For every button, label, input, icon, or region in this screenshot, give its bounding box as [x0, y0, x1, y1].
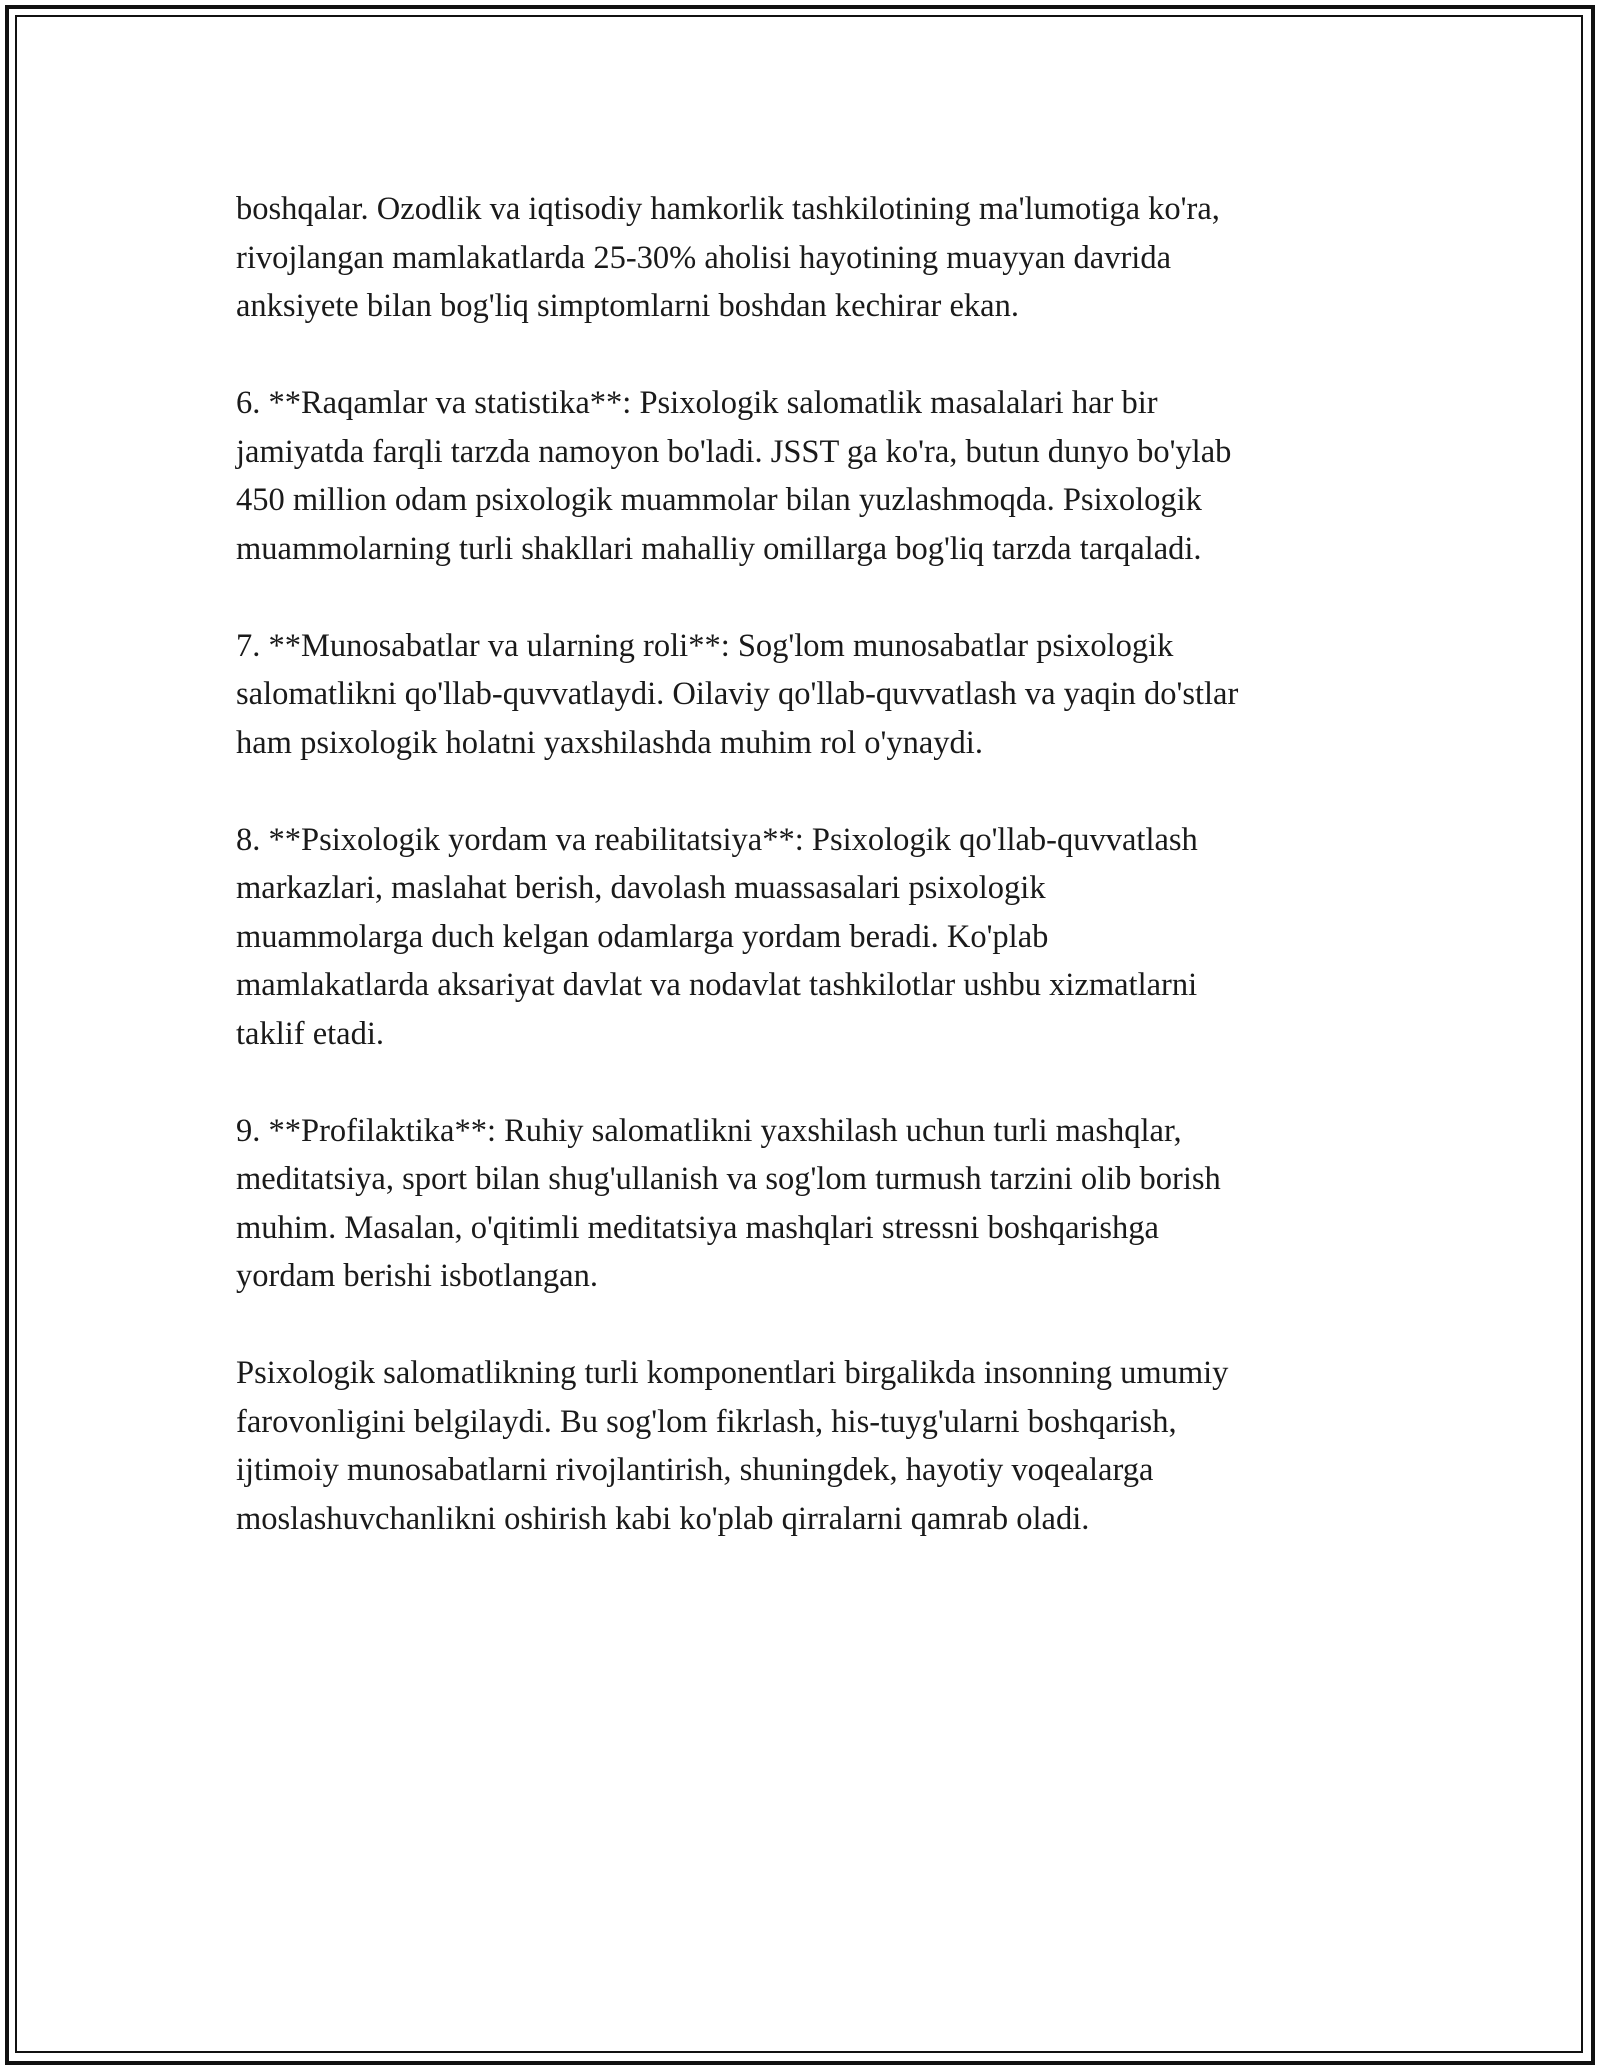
paragraph-item-6: 6. **Raqamlar va statistika**: Psixologik salomatlik masalalari har bir jamiyatda farqli tarzda namoyon bo'ladi. JSST ga ko'ra, butun dunyo bo'ylab 450 million odam psixologik muammolar bilan yuzlashmoqda. Psixologik muammolarning turli shakllari mahalliy omillarga bog'liq tarzda tarqaladi.: [236, 385, 1232, 567]
paragraph-intro-continuation: boshqalar. Ozodlik va iqtisodiy hamkorlik tashkilotining ma'lumotiga ko'ra, rivojlangan mamlakatlarda 25-30% aholisi hayotining muayyan davrida anksiyete bilan bog'liq simptomlarni boshdan kechirar ekan.: [236, 191, 1220, 324]
paragraph-item-8: 8. **Psixologik yordam va reabilitatsiya**: Psixologik qo'llab-quvvatlash markazlari, maslahat berish, davolash muassasalari psixologik muammolarga duch kelgan odamlarga yordam beradi. Ko'plab mamlakatlarda aksariyat davlat va nodavlat tashkilotlar ushbu xizmatlarni taklif etadi.: [236, 821, 1198, 1052]
paragraph-item-7: 7. **Munosabatlar va ularning roli**: Sog'lom munosabatlar psixologik salomatlikni qo'llab-quvvatlaydi. Oilaviy qo'llab-quvvatlash va yaqin do'stlar ham psixologik holatni yaxshilashda muhim rol o'ynaydi.: [236, 627, 1239, 761]
document-body: [236, 185, 1396, 1592]
paragraph-conclusion: Psixologik salomatlikning turli komponentlari birgalikda insonning umumiy farovonligini belgilaydi. Bu sog'lom fikrlash, his-tuyg'ularni boshqarish, ijtimoiy munosabatlarni rivojlantirish, shuningdek, hayotiy voqealarga moslashuvchanlikni oshirish kabi ko'plab qirralarni qamrab oladi.: [236, 1355, 1229, 1537]
paragraph-item-9: 9. **Profilaktika**: Ruhiy salomatlikni yaxshilash uchun turli mashqlar, meditatsiya, sport bilan shug'ullanish va sog'lom turmush tarzini olib borish muhim. Masalan, o'qitimli meditatsiya mashqlari stressni boshqarishga yordam berishi isbotlangan.: [236, 1112, 1221, 1294]
